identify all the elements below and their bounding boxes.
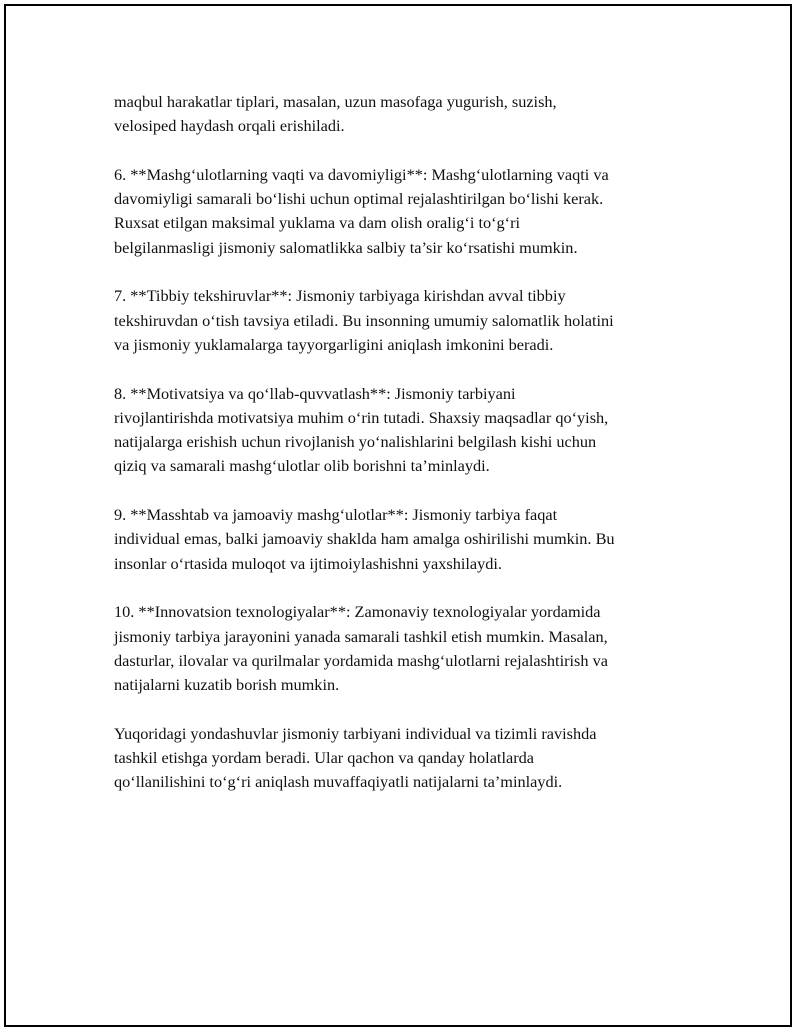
paragraph-intro-continuation: maqbul harakatlar tiplari, masalan, uzun masofaga yugurish, suzish, velosiped haydash orqali erishiladi. <box>114 92 557 136</box>
paragraph-item-10: 10. **Innovatsion texnologiyalar**: Zamonaviy texnologiyalar yordamida jismoniy tarbiya jarayonini yanada samarali tashkil etish mumkin. Masalan, dasturlar, ilovalar va qurilmalar yordamida mashg‘ulotlarni rejalashtirish va natijalarni kuzatib borish mumkin. <box>114 602 608 695</box>
paragraph-item-7: 7. **Tibbiy tekshiruvlar**: Jismoniy tarbiyaga kirishdan avval tibbiy tekshiruvdan o‘tish tavsiya etiladi. Bu insonning umumiy salomatlik holatini va jismoniy yuklamalarga tayyorgarligini aniqlash imkonini beradi. <box>114 286 614 354</box>
paragraph-conclusion: Yuqoridagi yondashuvlar jismoniy tarbiyani individual va tizimli ravishda tashkil etishga yordam beradi. Ular qachon va qanday holatlarda qo‘llanilishini to‘g‘ri aniqlash muvaffaqiyatli natijalarni ta’minlaydi. <box>114 723 597 792</box>
document-body <box>114 90 689 819</box>
paragraph-item-6: 6. **Mashg‘ulotlarning vaqti va davomiyligi**: Mashg‘ulotlarning vaqti va davomiyligi samarali bo‘lishi uchun optimal rejalashtirilgan bo‘lishi kerak. Ruxsat etilgan maksimal yuklama va dam olish oralig‘i to‘g‘ri belgilanmasligi jismoniy salomatlikka salbiy ta’sir ko‘rsatishi mumkin. <box>114 164 609 257</box>
paragraph-item-9: 9. **Masshtab va jamoaviy mashg‘ulotlar**: Jismoniy tarbiya faqat individual emas, balki jamoaviy shaklda ham amalga oshirilishi mumkin. Bu insonlar o‘rtasida muloqot va ijtimoiylashishni yaxshilaydi. <box>114 505 615 573</box>
paragraph-item-8: 8. **Motivatsiya va qo‘llab-quvvatlash**: Jismoniy tarbiyani rivojlantirishda motivatsiya muhim o‘rin tutadi. Shaxsiy maqsadlar qo‘yish, natijalarga erishish uchun rivojlanish yo‘nalishlarini belgilash kishi uchun qiziq va samarali mashg‘ulotlar olib borishni ta’minlaydi. <box>114 383 609 476</box>
